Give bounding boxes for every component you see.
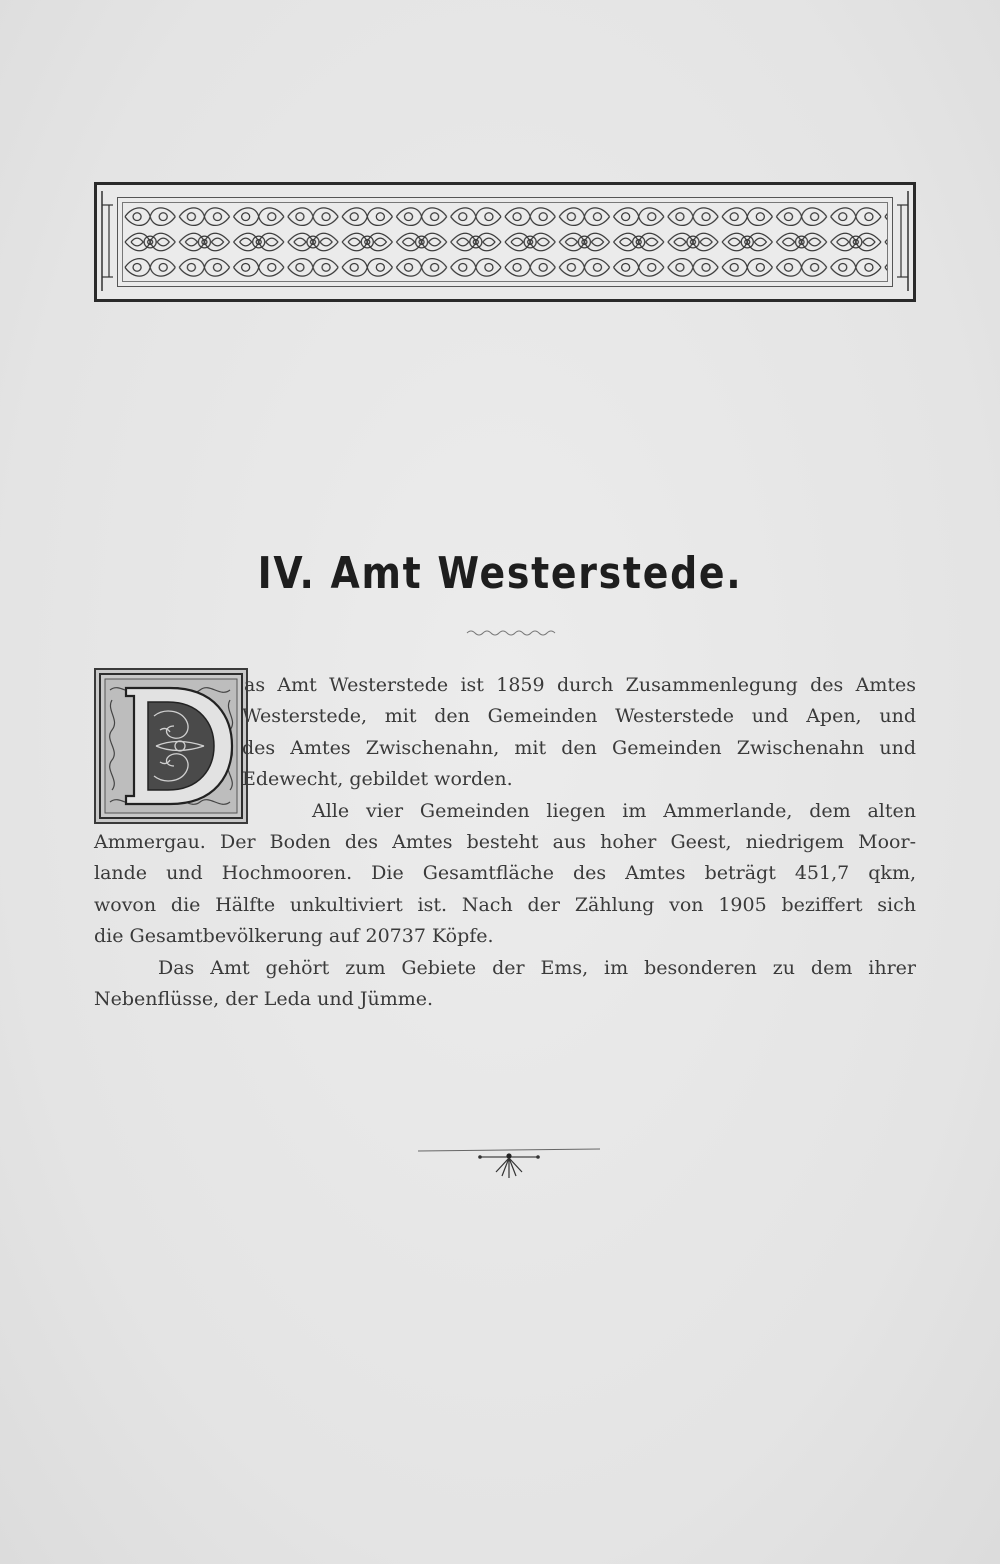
text-line: Nebenflüsse, der Leda und Jümme.	[94, 987, 434, 1010]
body-text	[94, 670, 916, 1015]
text-line: Alle vier Gemeinden liegen im Ammerlande, dem alten	[312, 799, 916, 822]
ornamental-header-band	[94, 182, 916, 302]
header-left-bracket-icon	[99, 191, 113, 291]
text-line: as Amt Westerstede ist 1859 durch Zusammenlegung des Amtes	[244, 674, 916, 696]
text-line: Westerstede, mit den Gemeinden Westerstede und Apen, und	[242, 705, 916, 728]
text-line: Das Amt gehört zum Gebiete der Ems, im besonderen zu dem ihrer	[158, 956, 916, 979]
vine-pattern-area	[122, 202, 888, 282]
text-line: lande und Hochmooren. Die Gesamtfläche des Amtes beträgt 451,7 qkm,	[94, 862, 916, 885]
text-line: wovon die Hälfte unkultiviert ist. Nach der Zählung von 1905 beziffert sich	[94, 893, 916, 916]
header-inner-frame	[117, 197, 893, 287]
vine-scroll-pattern-icon	[123, 203, 887, 281]
title-squiggle-icon	[465, 628, 557, 638]
text-line: Ammergau. Der Boden des Amtes besteht aus hoher Geest, niedrigem Moor-	[94, 830, 916, 853]
fleuron-ornament-icon	[418, 1148, 600, 1184]
text-line: Edewecht, gebildet worden.	[242, 768, 513, 791]
chapter-title: IV. Amt Westerstede.	[257, 548, 743, 599]
text-line: die Gesamtbevölkerung auf 20737 Köpfe.	[94, 925, 494, 948]
text-line: des Amtes Zwischenahn, mit den Gemeinden Zwischenahn und	[242, 736, 916, 759]
header-right-bracket-icon	[897, 191, 911, 291]
